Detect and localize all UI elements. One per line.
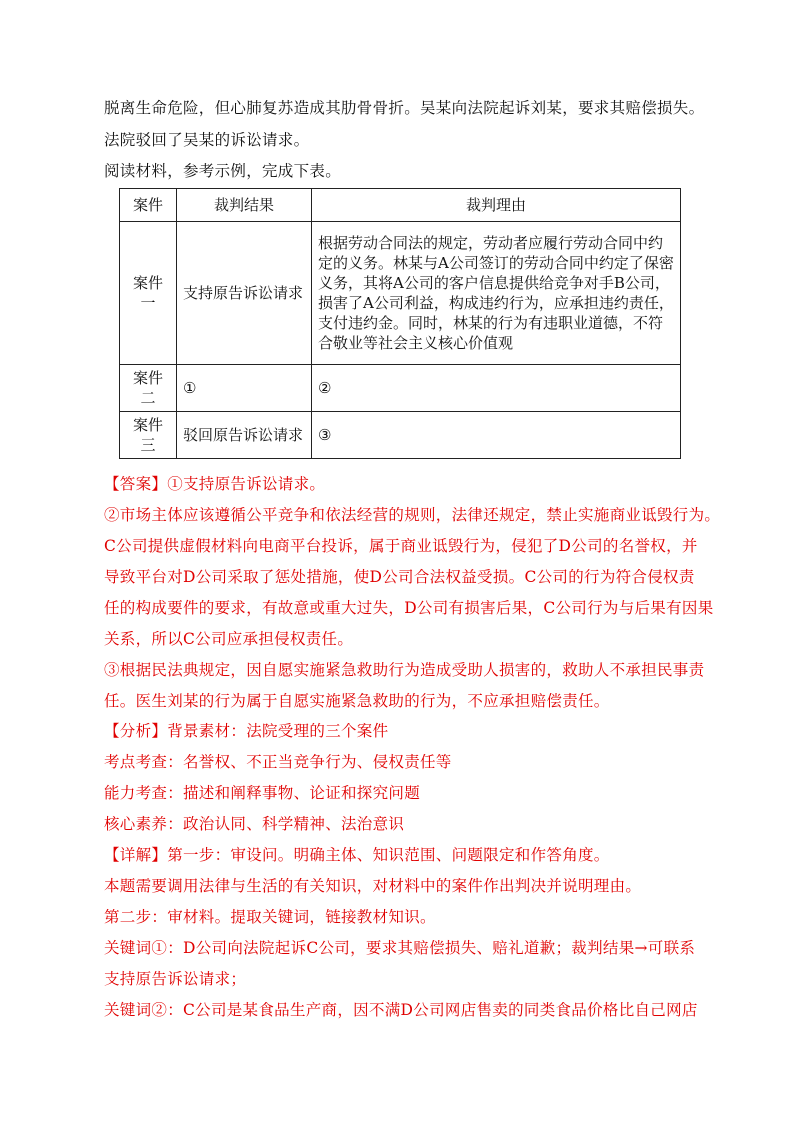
analysis-line-3: 能力考查：描述和阐释事物、论证和探究问题 [104, 784, 421, 802]
result-cell: 支持原告诉讼请求 [177, 222, 312, 365]
answer-line-5: 任的构成要件的要求，有故意或重大过失，D公司有损害后果，C公司行为与后果有因果 [104, 599, 714, 617]
reason-cell: ③ [312, 412, 681, 459]
table-row [120, 412, 681, 459]
table-row [120, 365, 681, 412]
intro-line-2: 法院驳回了吴某的诉讼请求。 [104, 131, 310, 149]
result-cell: 驳回原告诉讼请求 [177, 412, 312, 459]
case-cell: 案件二 [120, 365, 177, 412]
reason-cell: 根据劳动合同法的规定，劳动者应履行劳动合同中约定的义务。林某与A公司签订的劳动合同中约定了保密义务，其将A公司的客户信息提供给竞争对手B公司，损害了A公司利益，构成违约行为，应承担违约责任，支付违约金。同时，林某的行为有违职业道德，不符合敬业等社会主义核心价值观 [312, 222, 681, 365]
reason-cell: ② [312, 365, 681, 412]
header-reason: 裁判理由 [312, 189, 681, 222]
answer-line-1: 【答案】①支持原告诉讼请求。 [104, 475, 326, 493]
detail-line-3: 第二步：审材料。提取关键词，链接教材知识。 [104, 908, 436, 926]
answer-line-8: 任。医生刘某的行为属于自愿实施紧急救助的行为，不应承担赔偿责任。 [104, 692, 610, 710]
detail-line-1: 【详解】第一步：审设问。明确主体、知识范围、问题限定和作答角度。 [104, 846, 610, 864]
header-result: 裁判结果 [177, 189, 312, 222]
detail-line-4: 关键词①：D公司向法院起诉C公司，要求其赔偿损失、赔礼道歉；裁判结果→可联系 [104, 939, 696, 957]
table-row [120, 222, 681, 365]
answer-line-3: C公司提供虚假材料向电商平台投诉，属于商业诋毁行为，侵犯了D公司的名誉权，并 [104, 537, 698, 555]
analysis-line-2: 考点考查：名誉权、不正当竞争行为、侵权责任等 [104, 753, 452, 771]
answer-line-7: ③根据民法典规定，因自愿实施紧急救助行为造成受助人损害的，救助人不承担民事责 [104, 661, 705, 679]
answer-line-6: 关系，所以C公司应承担侵权责任。 [104, 630, 354, 648]
intro-line-1: 脱离生命危险，但心肺复苏造成其肋骨骨折。吴某向法院起诉刘某，要求其赔偿损失。 [104, 99, 705, 117]
detail-line-5: 支持原告诉讼请求； [104, 970, 247, 988]
answer-line-2: ②市场主体应该遵循公平竞争和依法经营的规则，法律还规定，禁止实施商业诋毁行为。 [104, 506, 721, 524]
case-cell: 案件三 [120, 412, 177, 459]
intro-line-3: 阅读材料，参考示例，完成下表。 [104, 162, 342, 180]
case-cell: 案件一 [120, 222, 177, 365]
case-table [119, 188, 681, 459]
analysis-line-4: 核心素养：政治认同、科学精神、法治意识 [104, 815, 405, 833]
header-case: 案件 [120, 189, 177, 222]
result-cell: ① [177, 365, 312, 412]
answer-line-4: 导致平台对D公司采取了惩处措施，使D公司合法权益受损。C公司的行为符合侵权责 [104, 568, 695, 586]
detail-line-2: 本题需要调用法律与生活的有关知识，对材料中的案件作出判决并说明理由。 [104, 877, 642, 895]
table-header-row [120, 189, 681, 222]
analysis-line-1: 【分析】背景素材：法院受理的三个案件 [104, 722, 389, 740]
detail-line-6: 关键词②：C公司是某食品生产商，因不满D公司网店售卖的同类食品价格比自己网店 [104, 1001, 698, 1019]
